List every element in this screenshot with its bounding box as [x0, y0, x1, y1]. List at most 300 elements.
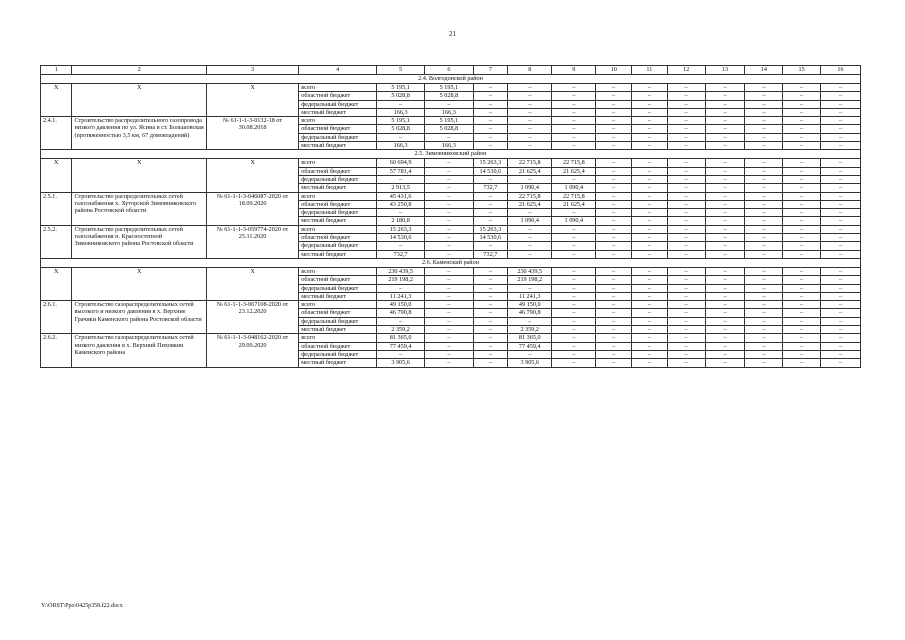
amount-cell: –	[508, 92, 552, 100]
amount-cell: –	[821, 192, 861, 200]
amount-cell: –	[821, 84, 861, 92]
amount-cell: –	[473, 192, 508, 200]
amount-cell: –	[821, 359, 861, 367]
amount-cell: 1 090,4	[508, 217, 552, 225]
amount-cell: –	[745, 209, 783, 217]
amount-cell: 21 625,4	[552, 200, 596, 208]
amount-cell: –	[745, 217, 783, 225]
amount-cell: –	[473, 175, 508, 183]
funding-source-label: всего	[299, 334, 377, 342]
amount-cell: –	[632, 133, 668, 141]
amount-cell: –	[596, 234, 632, 242]
amount-cell: –	[596, 309, 632, 317]
amount-cell: –	[667, 267, 705, 275]
column-number: 15	[783, 66, 821, 75]
amount-cell: 1 090,4	[508, 184, 552, 192]
funding-source-label: местный бюджет	[299, 217, 377, 225]
funding-source-label: местный бюджет	[299, 359, 377, 367]
funding-source-label: областной бюджет	[299, 125, 377, 133]
amount-cell: –	[821, 342, 861, 350]
amount-cell: –	[632, 175, 668, 183]
amount-cell: –	[667, 217, 705, 225]
file-path-footer: Y:\ORST\Ppo\0425p358.f22.docx	[41, 603, 123, 609]
amount-cell: –	[552, 209, 596, 217]
amount-cell: 5 028,8	[376, 125, 424, 133]
amount-cell: –	[705, 350, 745, 358]
amount-cell: –	[821, 317, 861, 325]
amount-cell: –	[705, 292, 745, 300]
amount-cell: –	[821, 142, 861, 150]
amount-cell: –	[552, 309, 596, 317]
amount-cell: –	[821, 108, 861, 116]
amount-cell: –	[632, 209, 668, 217]
funding-source-label: всего	[299, 117, 377, 125]
amount-cell: –	[745, 242, 783, 250]
amount-cell: –	[745, 92, 783, 100]
amount-cell: –	[705, 92, 745, 100]
amount-cell: –	[425, 276, 473, 284]
amount-cell: –	[667, 108, 705, 116]
amount-cell: –	[821, 284, 861, 292]
amount-cell: –	[745, 301, 783, 309]
amount-cell: –	[821, 250, 861, 258]
amount-cell: –	[632, 334, 668, 342]
amount-cell: –	[596, 326, 632, 334]
amount-cell: 21 625,4	[552, 167, 596, 175]
amount-cell: 2 913,5	[376, 184, 424, 192]
amount-cell: –	[705, 159, 745, 167]
amount-cell: –	[745, 292, 783, 300]
amount-cell: –	[667, 167, 705, 175]
amount-cell: 5 028,8	[425, 92, 473, 100]
amount-cell: 81 365,0	[508, 334, 552, 342]
amount-cell: 5 028,8	[376, 92, 424, 100]
amount-cell: –	[783, 125, 821, 133]
amount-cell: –	[783, 334, 821, 342]
amount-cell: –	[783, 108, 821, 116]
amount-cell: –	[745, 350, 783, 358]
amount-cell: –	[552, 92, 596, 100]
amount-cell: –	[783, 284, 821, 292]
funding-source-label: федеральный бюджет	[299, 133, 377, 141]
amount-cell: –	[667, 100, 705, 108]
amount-cell: –	[473, 100, 508, 108]
amount-cell: –	[473, 242, 508, 250]
amount-cell: –	[667, 326, 705, 334]
amount-cell: –	[705, 276, 745, 284]
amount-cell: –	[596, 125, 632, 133]
amount-cell: 21 625,4	[508, 200, 552, 208]
amount-cell: –	[745, 184, 783, 192]
amount-cell: –	[425, 326, 473, 334]
amount-cell: –	[705, 133, 745, 141]
item-name: Строительство распределительного газопровода низкого давления по ул. Ясина в ст. Большовская (протяженностью 3,5 км, 67 домовладений)	[72, 117, 206, 150]
amount-cell: –	[596, 142, 632, 150]
amount-cell: –	[821, 184, 861, 192]
item-name: Строительство распределительных сетей газоснабжения п. Красностепной Зимовниковского района Ростовской области	[72, 225, 206, 258]
amount-cell: –	[705, 142, 745, 150]
amount-cell: –	[667, 209, 705, 217]
amount-cell: –	[425, 284, 473, 292]
amount-cell: –	[783, 234, 821, 242]
amount-cell: –	[632, 142, 668, 150]
amount-cell: –	[705, 317, 745, 325]
amount-cell: 49 150,0	[508, 301, 552, 309]
amount-cell: 22 715,8	[552, 192, 596, 200]
amount-cell: –	[745, 159, 783, 167]
amount-cell: –	[632, 342, 668, 350]
amount-cell: –	[473, 133, 508, 141]
amount-cell: –	[552, 317, 596, 325]
amount-cell: –	[705, 242, 745, 250]
item-name: Строительство распределительных сетей газоснабжения х. Хуторской Зимовниковского района Ростовской области	[72, 192, 206, 225]
amount-cell: –	[745, 342, 783, 350]
x-cell: Х	[41, 159, 72, 192]
program-table	[40, 65, 861, 368]
amount-cell: –	[596, 350, 632, 358]
amount-cell: –	[783, 84, 821, 92]
item-row	[41, 192, 861, 200]
expertise-doc: № 61-1-1-3-067108-2020 от 23.12.2020	[206, 301, 298, 334]
amount-cell: –	[552, 108, 596, 116]
amount-cell: –	[667, 350, 705, 358]
amount-cell: –	[508, 175, 552, 183]
amount-cell: –	[425, 167, 473, 175]
amount-cell: –	[632, 350, 668, 358]
amount-cell: –	[425, 192, 473, 200]
amount-cell: –	[552, 276, 596, 284]
amount-cell: –	[473, 276, 508, 284]
amount-cell: –	[745, 108, 783, 116]
amount-cell: –	[596, 108, 632, 116]
amount-cell: –	[667, 334, 705, 342]
amount-cell: –	[745, 167, 783, 175]
amount-cell: –	[745, 117, 783, 125]
funding-source-label: местный бюджет	[299, 108, 377, 116]
amount-cell: –	[552, 342, 596, 350]
amount-cell: –	[596, 184, 632, 192]
amount-cell: –	[376, 133, 424, 141]
amount-cell: –	[473, 284, 508, 292]
amount-cell: –	[473, 125, 508, 133]
amount-cell: –	[473, 92, 508, 100]
amount-cell: –	[596, 334, 632, 342]
section-title: 2.5. Зимовниковский район	[41, 150, 861, 159]
amount-cell: –	[596, 209, 632, 217]
amount-cell: –	[508, 242, 552, 250]
amount-cell: 22 715,8	[508, 192, 552, 200]
amount-cell: –	[596, 317, 632, 325]
amount-cell: –	[667, 142, 705, 150]
amount-cell: 77 459,4	[376, 342, 424, 350]
amount-cell: –	[508, 225, 552, 233]
amount-cell: –	[783, 225, 821, 233]
amount-cell: –	[508, 117, 552, 125]
amount-cell: –	[632, 284, 668, 292]
amount-cell: –	[745, 309, 783, 317]
amount-cell: –	[745, 250, 783, 258]
amount-cell: –	[552, 292, 596, 300]
amount-cell: –	[632, 250, 668, 258]
amount-cell: 77 459,4	[508, 342, 552, 350]
section-title-row	[41, 258, 861, 267]
amount-cell: 5 028,8	[425, 125, 473, 133]
amount-cell: –	[425, 292, 473, 300]
amount-cell: –	[632, 108, 668, 116]
amount-cell: –	[596, 301, 632, 309]
amount-cell: –	[667, 225, 705, 233]
amount-cell: –	[667, 250, 705, 258]
amount-cell: –	[667, 309, 705, 317]
amount-cell: 1 090,4	[552, 184, 596, 192]
amount-cell: –	[596, 242, 632, 250]
amount-cell: –	[473, 142, 508, 150]
amount-cell: –	[667, 175, 705, 183]
amount-cell: 2 359,2	[376, 326, 424, 334]
amount-cell: –	[473, 200, 508, 208]
amount-cell: –	[552, 225, 596, 233]
amount-cell: –	[596, 292, 632, 300]
amount-cell: –	[705, 342, 745, 350]
item-number: 2.5.2.	[41, 225, 72, 258]
amount-cell: –	[667, 133, 705, 141]
amount-cell: –	[745, 326, 783, 334]
column-number: 16	[821, 66, 861, 75]
amount-cell: –	[632, 117, 668, 125]
amount-cell: –	[745, 284, 783, 292]
funding-source-label: федеральный бюджет	[299, 317, 377, 325]
column-number: 3	[206, 66, 298, 75]
amount-cell: –	[783, 184, 821, 192]
amount-cell: –	[667, 234, 705, 242]
amount-cell: –	[667, 84, 705, 92]
amount-cell: –	[783, 117, 821, 125]
amount-cell: –	[425, 334, 473, 342]
amount-cell: –	[508, 133, 552, 141]
amount-cell: –	[821, 301, 861, 309]
amount-cell: –	[821, 175, 861, 183]
amount-cell: 45 431,6	[376, 192, 424, 200]
amount-cell: –	[632, 317, 668, 325]
amount-cell: –	[705, 334, 745, 342]
amount-cell: –	[425, 184, 473, 192]
amount-cell: –	[552, 100, 596, 108]
amount-cell: –	[783, 200, 821, 208]
amount-cell: –	[552, 284, 596, 292]
amount-cell: –	[667, 342, 705, 350]
amount-cell: –	[667, 284, 705, 292]
amount-cell: –	[596, 276, 632, 284]
amount-cell: –	[667, 317, 705, 325]
amount-cell: 14 530,6	[376, 234, 424, 242]
amount-cell: 15 263,3	[473, 225, 508, 233]
x-cell: Х	[72, 159, 206, 192]
amount-cell: –	[632, 167, 668, 175]
amount-cell: –	[425, 250, 473, 258]
amount-cell: –	[783, 159, 821, 167]
amount-cell: –	[821, 326, 861, 334]
amount-cell: –	[705, 167, 745, 175]
amount-cell: –	[705, 225, 745, 233]
amount-cell: –	[508, 108, 552, 116]
amount-cell: –	[632, 217, 668, 225]
amount-cell: –	[596, 133, 632, 141]
funding-source-label: федеральный бюджет	[299, 350, 377, 358]
amount-cell: –	[705, 184, 745, 192]
amount-cell: –	[596, 175, 632, 183]
amount-cell: –	[632, 200, 668, 208]
amount-cell: –	[667, 276, 705, 284]
amount-cell: –	[425, 234, 473, 242]
amount-cell: –	[425, 359, 473, 367]
amount-cell: 21 625,4	[508, 167, 552, 175]
x-cell: Х	[41, 84, 72, 117]
amount-cell: –	[552, 326, 596, 334]
amount-cell: –	[596, 225, 632, 233]
amount-cell: –	[821, 159, 861, 167]
amount-cell: –	[783, 301, 821, 309]
amount-cell: –	[508, 142, 552, 150]
amount-cell: –	[821, 133, 861, 141]
amount-cell: –	[596, 100, 632, 108]
amount-cell: –	[821, 242, 861, 250]
column-number: 12	[667, 66, 705, 75]
amount-cell: –	[596, 267, 632, 275]
amount-cell: –	[821, 292, 861, 300]
item-name: Строительство газораспределительных сетей низкого давления в х. Верхний Пиховкин Каменского района	[72, 334, 206, 367]
funding-source-label: местный бюджет	[299, 292, 377, 300]
amount-cell: –	[821, 209, 861, 217]
amount-cell: –	[745, 334, 783, 342]
funding-source-label: областной бюджет	[299, 276, 377, 284]
amount-cell: –	[667, 242, 705, 250]
amount-cell: –	[745, 317, 783, 325]
amount-cell: 219 198,2	[508, 276, 552, 284]
expertise-doc: № 61-1-1-3-0132-18 от 30.08.2018	[206, 117, 298, 150]
funding-source-label: всего	[299, 192, 377, 200]
section-title: 2.6. Каменский район	[41, 258, 861, 267]
amount-cell: –	[425, 159, 473, 167]
amount-cell: –	[632, 301, 668, 309]
amount-cell: –	[473, 267, 508, 275]
amount-cell: –	[745, 84, 783, 92]
x-cell: Х	[206, 267, 298, 300]
amount-cell: –	[425, 209, 473, 217]
x-cell: Х	[41, 267, 72, 300]
expertise-doc: № 61-1-1-3-059774-2020 от 25.11.2020	[206, 225, 298, 258]
amount-cell: –	[667, 117, 705, 125]
amount-cell: –	[552, 125, 596, 133]
amount-cell: –	[821, 350, 861, 358]
amount-cell: 15 263,3	[473, 159, 508, 167]
amount-cell: –	[783, 342, 821, 350]
amount-cell: –	[632, 125, 668, 133]
amount-cell: –	[705, 326, 745, 334]
amount-cell: –	[745, 175, 783, 183]
amount-cell: –	[508, 250, 552, 258]
amount-cell: –	[821, 276, 861, 284]
funding-source-label: всего	[299, 225, 377, 233]
amount-cell: –	[508, 234, 552, 242]
amount-cell: –	[376, 209, 424, 217]
amount-cell: –	[783, 175, 821, 183]
amount-cell: –	[783, 192, 821, 200]
column-number: 1	[41, 66, 72, 75]
amount-cell: –	[552, 301, 596, 309]
amount-cell: –	[821, 225, 861, 233]
funding-source-label: всего	[299, 84, 377, 92]
amount-cell: –	[783, 100, 821, 108]
amount-cell: –	[745, 276, 783, 284]
amount-cell: –	[667, 359, 705, 367]
amount-cell: –	[632, 192, 668, 200]
column-number: 5	[376, 66, 424, 75]
amount-cell: –	[552, 242, 596, 250]
amount-cell: –	[425, 309, 473, 317]
amount-cell: –	[783, 209, 821, 217]
amount-cell: –	[821, 167, 861, 175]
x-cell: Х	[206, 159, 298, 192]
amount-cell: 1 090,4	[552, 217, 596, 225]
amount-cell: –	[783, 350, 821, 358]
amount-cell: –	[596, 250, 632, 258]
amount-cell: –	[705, 125, 745, 133]
column-number: 13	[705, 66, 745, 75]
amount-cell: –	[705, 284, 745, 292]
amount-cell: 2 180,8	[376, 217, 424, 225]
amount-cell: –	[632, 92, 668, 100]
amount-cell: –	[667, 292, 705, 300]
amount-cell: 166,3	[425, 142, 473, 150]
amount-cell: –	[783, 267, 821, 275]
amount-cell: 46 790,8	[508, 309, 552, 317]
amount-cell: 14 530,6	[473, 167, 508, 175]
amount-cell: –	[783, 276, 821, 284]
column-number: 7	[473, 66, 508, 75]
amount-cell: 22 715,8	[552, 159, 596, 167]
amount-cell: –	[376, 350, 424, 358]
page-number: 21	[449, 30, 456, 38]
section-total-row	[41, 159, 861, 167]
amount-cell: –	[632, 242, 668, 250]
amount-cell: –	[745, 100, 783, 108]
amount-cell: –	[783, 359, 821, 367]
amount-cell: –	[821, 234, 861, 242]
funding-source-label: всего	[299, 159, 377, 167]
amount-cell: –	[596, 117, 632, 125]
amount-cell: –	[632, 159, 668, 167]
amount-cell: –	[425, 242, 473, 250]
amount-cell: –	[508, 350, 552, 358]
funding-source-label: местный бюджет	[299, 326, 377, 334]
amount-cell: –	[425, 301, 473, 309]
amount-cell: –	[705, 192, 745, 200]
amount-cell: 3 905,6	[376, 359, 424, 367]
item-row	[41, 334, 861, 342]
amount-cell: –	[508, 100, 552, 108]
item-number: 2.4.1.	[41, 117, 72, 150]
amount-cell: –	[596, 159, 632, 167]
funding-source-label: всего	[299, 267, 377, 275]
amount-cell: 219 198,2	[376, 276, 424, 284]
amount-cell: –	[473, 359, 508, 367]
amount-cell: –	[667, 184, 705, 192]
amount-cell: –	[667, 301, 705, 309]
amount-cell: –	[552, 84, 596, 92]
funding-source-label: федеральный бюджет	[299, 242, 377, 250]
amount-cell: –	[552, 117, 596, 125]
amount-cell: –	[705, 100, 745, 108]
